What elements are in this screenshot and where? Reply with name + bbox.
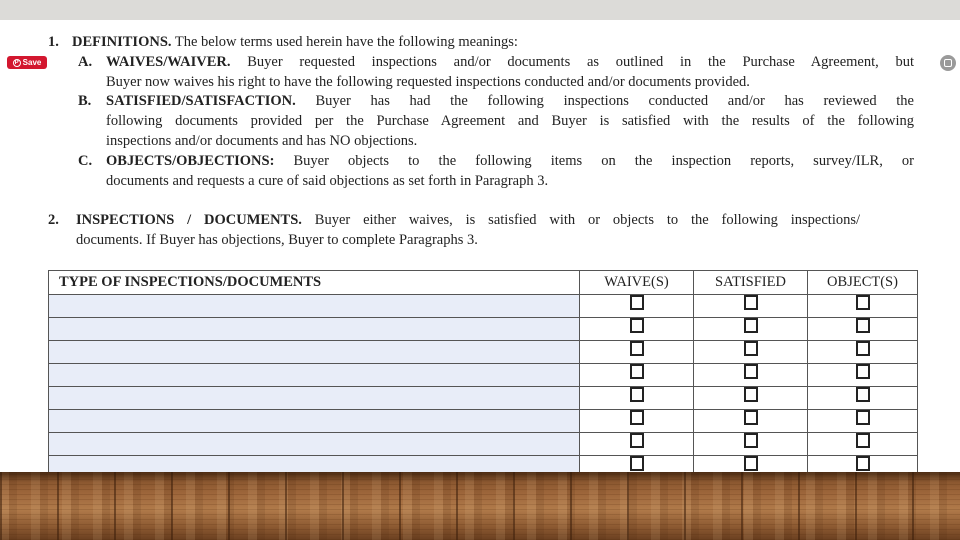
table-header-row bbox=[49, 271, 918, 295]
section-2-line2: documents. If Buyer has objections, Buyer to complete Paragraphs 3. bbox=[76, 232, 478, 248]
waive-checkbox[interactable] bbox=[630, 318, 644, 333]
satisfied-checkbox[interactable] bbox=[744, 341, 758, 356]
table-row bbox=[49, 364, 918, 387]
inspection-type-field[interactable] bbox=[49, 295, 580, 318]
object-cell bbox=[808, 318, 918, 341]
satisfied-cell bbox=[694, 318, 808, 341]
waive-cell bbox=[580, 433, 694, 456]
waive-cell bbox=[580, 341, 694, 364]
section-2-heading: INSPECTIONS / DOCUMENTS. bbox=[76, 212, 302, 228]
satisfied-cell bbox=[694, 410, 808, 433]
satisfied-checkbox[interactable] bbox=[744, 387, 758, 402]
top-bar bbox=[0, 0, 960, 20]
object-checkbox[interactable] bbox=[856, 387, 870, 402]
satisfied-checkbox[interactable] bbox=[744, 364, 758, 379]
object-cell bbox=[808, 433, 918, 456]
pin-icon: P bbox=[14, 59, 19, 66]
section-1-text: The below terms used herein have the following meanings: bbox=[174, 34, 518, 50]
waive-checkbox[interactable] bbox=[630, 456, 644, 471]
section-2-text1: Buyer either waives, is satisfied with or objects to the following inspections/ bbox=[314, 212, 861, 228]
item-a-letter: A. bbox=[78, 54, 93, 70]
object-cell bbox=[808, 387, 918, 410]
section-2-line1 bbox=[76, 210, 860, 230]
object-checkbox[interactable] bbox=[856, 295, 870, 310]
object-checkbox[interactable] bbox=[856, 433, 870, 448]
inspection-type-field[interactable] bbox=[49, 387, 580, 410]
waive-checkbox[interactable] bbox=[630, 433, 644, 448]
item-c-text1: Buyer objects to the following items on the inspection reports, survey/ILR, or bbox=[293, 153, 914, 169]
inspection-type-field[interactable] bbox=[49, 433, 580, 456]
table-row bbox=[49, 341, 918, 364]
waive-cell bbox=[580, 410, 694, 433]
object-cell bbox=[808, 364, 918, 387]
header-satisfied: SATISFIED bbox=[694, 271, 808, 295]
save-button-label: Save bbox=[22, 58, 42, 67]
waive-checkbox[interactable] bbox=[630, 387, 644, 402]
waive-checkbox[interactable] bbox=[630, 364, 644, 379]
object-cell bbox=[808, 295, 918, 318]
header-objects: OBJECT(S) bbox=[808, 271, 918, 295]
item-c-heading: OBJECTS/OBJECTIONS: bbox=[106, 153, 275, 169]
table-row bbox=[49, 387, 918, 410]
item-b-line2: following documents provided per the Purchase Agreement and Buyer is satisfied with the results of the following bbox=[106, 113, 914, 129]
item-a-heading: WAIVES/WAIVER. bbox=[106, 54, 231, 70]
waive-checkbox[interactable] bbox=[630, 410, 644, 425]
satisfied-cell bbox=[694, 364, 808, 387]
table-row bbox=[49, 433, 918, 456]
table-row bbox=[49, 318, 918, 341]
satisfied-checkbox[interactable] bbox=[744, 456, 758, 471]
section-2-number: 2. bbox=[48, 212, 59, 228]
satisfied-cell bbox=[694, 295, 808, 318]
object-checkbox[interactable] bbox=[856, 410, 870, 425]
item-b-heading: SATISFIED/SATISFACTION. bbox=[106, 93, 296, 109]
item-c-line2: documents and requests a cure of said objections as set forth in Paragraph 3. bbox=[106, 173, 549, 189]
satisfied-cell bbox=[694, 433, 808, 456]
item-b-letter: B. bbox=[78, 93, 92, 109]
object-cell bbox=[808, 410, 918, 433]
object-checkbox[interactable] bbox=[856, 341, 870, 356]
item-b-line3: inspections and/or documents and has NO objections. bbox=[106, 133, 418, 149]
item-a-line1 bbox=[106, 52, 914, 72]
inspection-type-field[interactable] bbox=[49, 410, 580, 433]
inspection-type-field[interactable] bbox=[49, 341, 580, 364]
waive-cell bbox=[580, 295, 694, 318]
satisfied-cell bbox=[694, 387, 808, 410]
table-row bbox=[49, 410, 918, 433]
item-a-text1: Buyer requested inspections and/or documents as outlined in the Purchase Agreement, but bbox=[247, 54, 915, 70]
satisfied-checkbox[interactable] bbox=[744, 295, 758, 310]
satisfied-checkbox[interactable] bbox=[744, 318, 758, 333]
waive-cell bbox=[580, 318, 694, 341]
item-c-line1 bbox=[106, 151, 914, 171]
inspection-type-field[interactable] bbox=[49, 364, 580, 387]
item-a-line2: Buyer now waives his right to have the following requested inspections conducted and/or documents provided. bbox=[106, 74, 750, 90]
waive-cell bbox=[580, 364, 694, 387]
item-c-letter: C. bbox=[78, 153, 93, 169]
satisfied-cell bbox=[694, 341, 808, 364]
save-button[interactable] bbox=[7, 56, 47, 69]
section-1-number: 1. bbox=[48, 34, 59, 50]
inspections-table bbox=[48, 270, 918, 479]
wood-floor-background bbox=[0, 472, 960, 540]
object-checkbox[interactable] bbox=[856, 318, 870, 333]
expand-icon[interactable] bbox=[940, 55, 956, 71]
waive-checkbox[interactable] bbox=[630, 341, 644, 356]
object-checkbox[interactable] bbox=[856, 364, 870, 379]
object-cell bbox=[808, 341, 918, 364]
waive-checkbox[interactable] bbox=[630, 295, 644, 310]
waive-cell bbox=[580, 387, 694, 410]
inspection-type-field[interactable] bbox=[49, 318, 580, 341]
header-type: TYPE OF INSPECTIONS/DOCUMENTS bbox=[49, 271, 580, 295]
satisfied-checkbox[interactable] bbox=[744, 433, 758, 448]
section-1-line bbox=[72, 32, 518, 52]
satisfied-checkbox[interactable] bbox=[744, 410, 758, 425]
item-b-line1 bbox=[106, 91, 914, 111]
object-checkbox[interactable] bbox=[856, 456, 870, 471]
item-b-text1: Buyer has had the following inspections conducted and/or has reviewed the bbox=[315, 93, 914, 109]
header-waives: WAIVE(S) bbox=[580, 271, 694, 295]
table-row bbox=[49, 295, 918, 318]
section-1-heading: DEFINITIONS. bbox=[72, 34, 172, 50]
